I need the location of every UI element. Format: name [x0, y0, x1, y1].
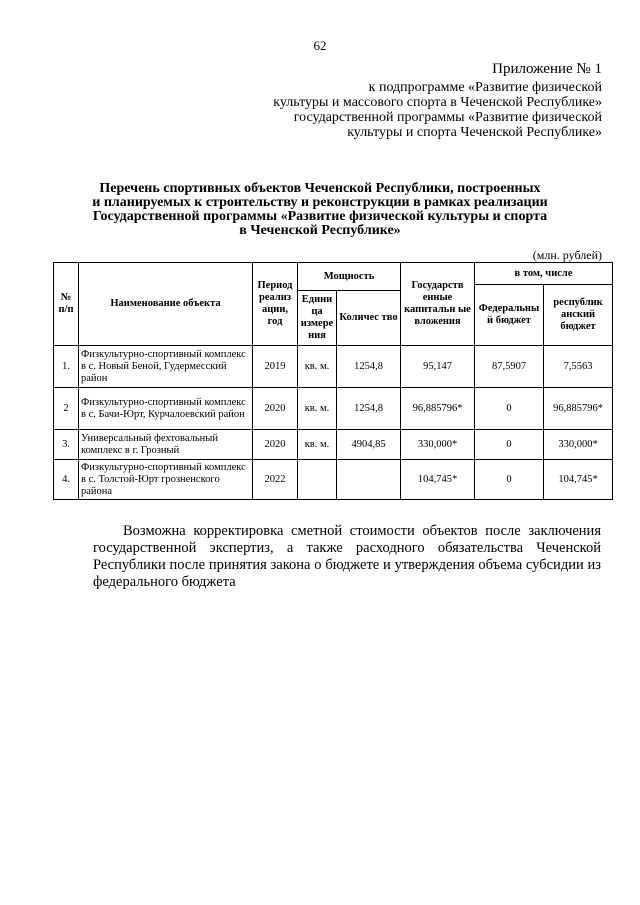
cell-state: 330,000* — [401, 430, 475, 460]
cell-republic: 104,745* — [544, 460, 613, 500]
title-line: и планируемых к строительству и реконструкции в рамках реализации — [92, 195, 548, 210]
cell-unit: кв. м. — [298, 430, 337, 460]
cell-num: 1. — [54, 346, 79, 388]
header-unit: Едини ца измере ния — [298, 291, 337, 346]
cell-republic: 330,000* — [544, 430, 613, 460]
header-period: Период реализ ации, год — [253, 263, 298, 346]
objects-table — [53, 262, 613, 500]
cell-republic: 7,5563 — [544, 346, 613, 388]
cell-period: 2020 — [253, 430, 298, 460]
cell-state: 104,745* — [401, 460, 475, 500]
page-number: 62 — [313, 38, 327, 53]
cell-quantity: 1254,8 — [337, 346, 401, 388]
appendix-line: к подпрограмме «Развитие физической — [368, 80, 602, 95]
cell-period: 2020 — [253, 388, 298, 430]
appendix-title: Приложение № 1 — [492, 61, 602, 77]
cell-unit: кв. м. — [298, 388, 337, 430]
cell-quantity: 1254,8 — [337, 388, 401, 430]
cell-num: 3. — [54, 430, 79, 460]
cell-name: Физкультурно-спортивный комплекс в с. Бачи-Юрт, Курчалоевский район — [79, 388, 253, 430]
cell-period: 2022 — [253, 460, 298, 500]
title-line: Государственной программы «Развитие физической культуры и спорта — [92, 209, 548, 224]
note-paragraph: Возможна корректировка сметной стоимости объектов после заключения государственной экспертиз, а также расходного обязательства Чеченской Республики после принятия закона о бюджете и утверждения объема субсидии из федерального бюджета — [93, 523, 601, 590]
cell-unit — [298, 460, 337, 500]
table-row — [54, 346, 613, 388]
appendix-line: государственной программы «Развитие физической — [293, 110, 602, 125]
cell-quantity: 4904,85 — [337, 430, 401, 460]
appendix-line: культуры и спорта Чеченской Республике» — [347, 125, 602, 140]
header-state-investment: Государств енные капитальн ые вложения — [401, 263, 475, 346]
document-title — [60, 182, 580, 238]
header-num: № п/п — [54, 263, 79, 346]
cell-period: 2019 — [253, 346, 298, 388]
cell-name: Физкультурно-спортивный комплекс в с. Толстой-Юрт грозненского района — [79, 460, 253, 500]
header-name: Наименование объекта — [79, 263, 253, 346]
cell-quantity — [337, 460, 401, 500]
cell-republic: 96,885796* — [544, 388, 613, 430]
cell-federal: 0 — [475, 388, 544, 430]
cell-federal: 0 — [475, 430, 544, 460]
unit-label: (млн. рублей) — [532, 248, 602, 262]
table-row — [54, 430, 613, 460]
appendix-header — [273, 62, 602, 140]
cell-state: 96,885796* — [401, 388, 475, 430]
table-row — [54, 460, 613, 500]
cell-num: 4. — [54, 460, 79, 500]
header-federal: Федеральны й бюджет — [475, 285, 544, 346]
cell-federal: 0 — [475, 460, 544, 500]
header-quantity: Количес тво — [337, 291, 401, 346]
cell-unit: кв. м. — [298, 346, 337, 388]
header-capacity: Мощность — [298, 263, 401, 291]
title-line: Перечень спортивных объектов Чеченской Республики, построенных — [99, 181, 541, 196]
cell-num: 2 — [54, 388, 79, 430]
cell-name: Физкультурно-спортивный комплекс в с. Новый Беной, Гудермесский район — [79, 346, 253, 388]
header-republic: республик анский бюджет — [544, 285, 613, 346]
cell-federal: 87,5907 — [475, 346, 544, 388]
cell-name: Универсальный фехтовальный комплекс в г. Грозный — [79, 430, 253, 460]
table-row — [54, 388, 613, 430]
appendix-line: культуры и массового спорта в Чеченской Республике» — [273, 95, 602, 110]
title-line: в Чеченской Республике» — [239, 223, 401, 238]
header-including: в том, числе — [475, 263, 613, 285]
cell-state: 95,147 — [401, 346, 475, 388]
